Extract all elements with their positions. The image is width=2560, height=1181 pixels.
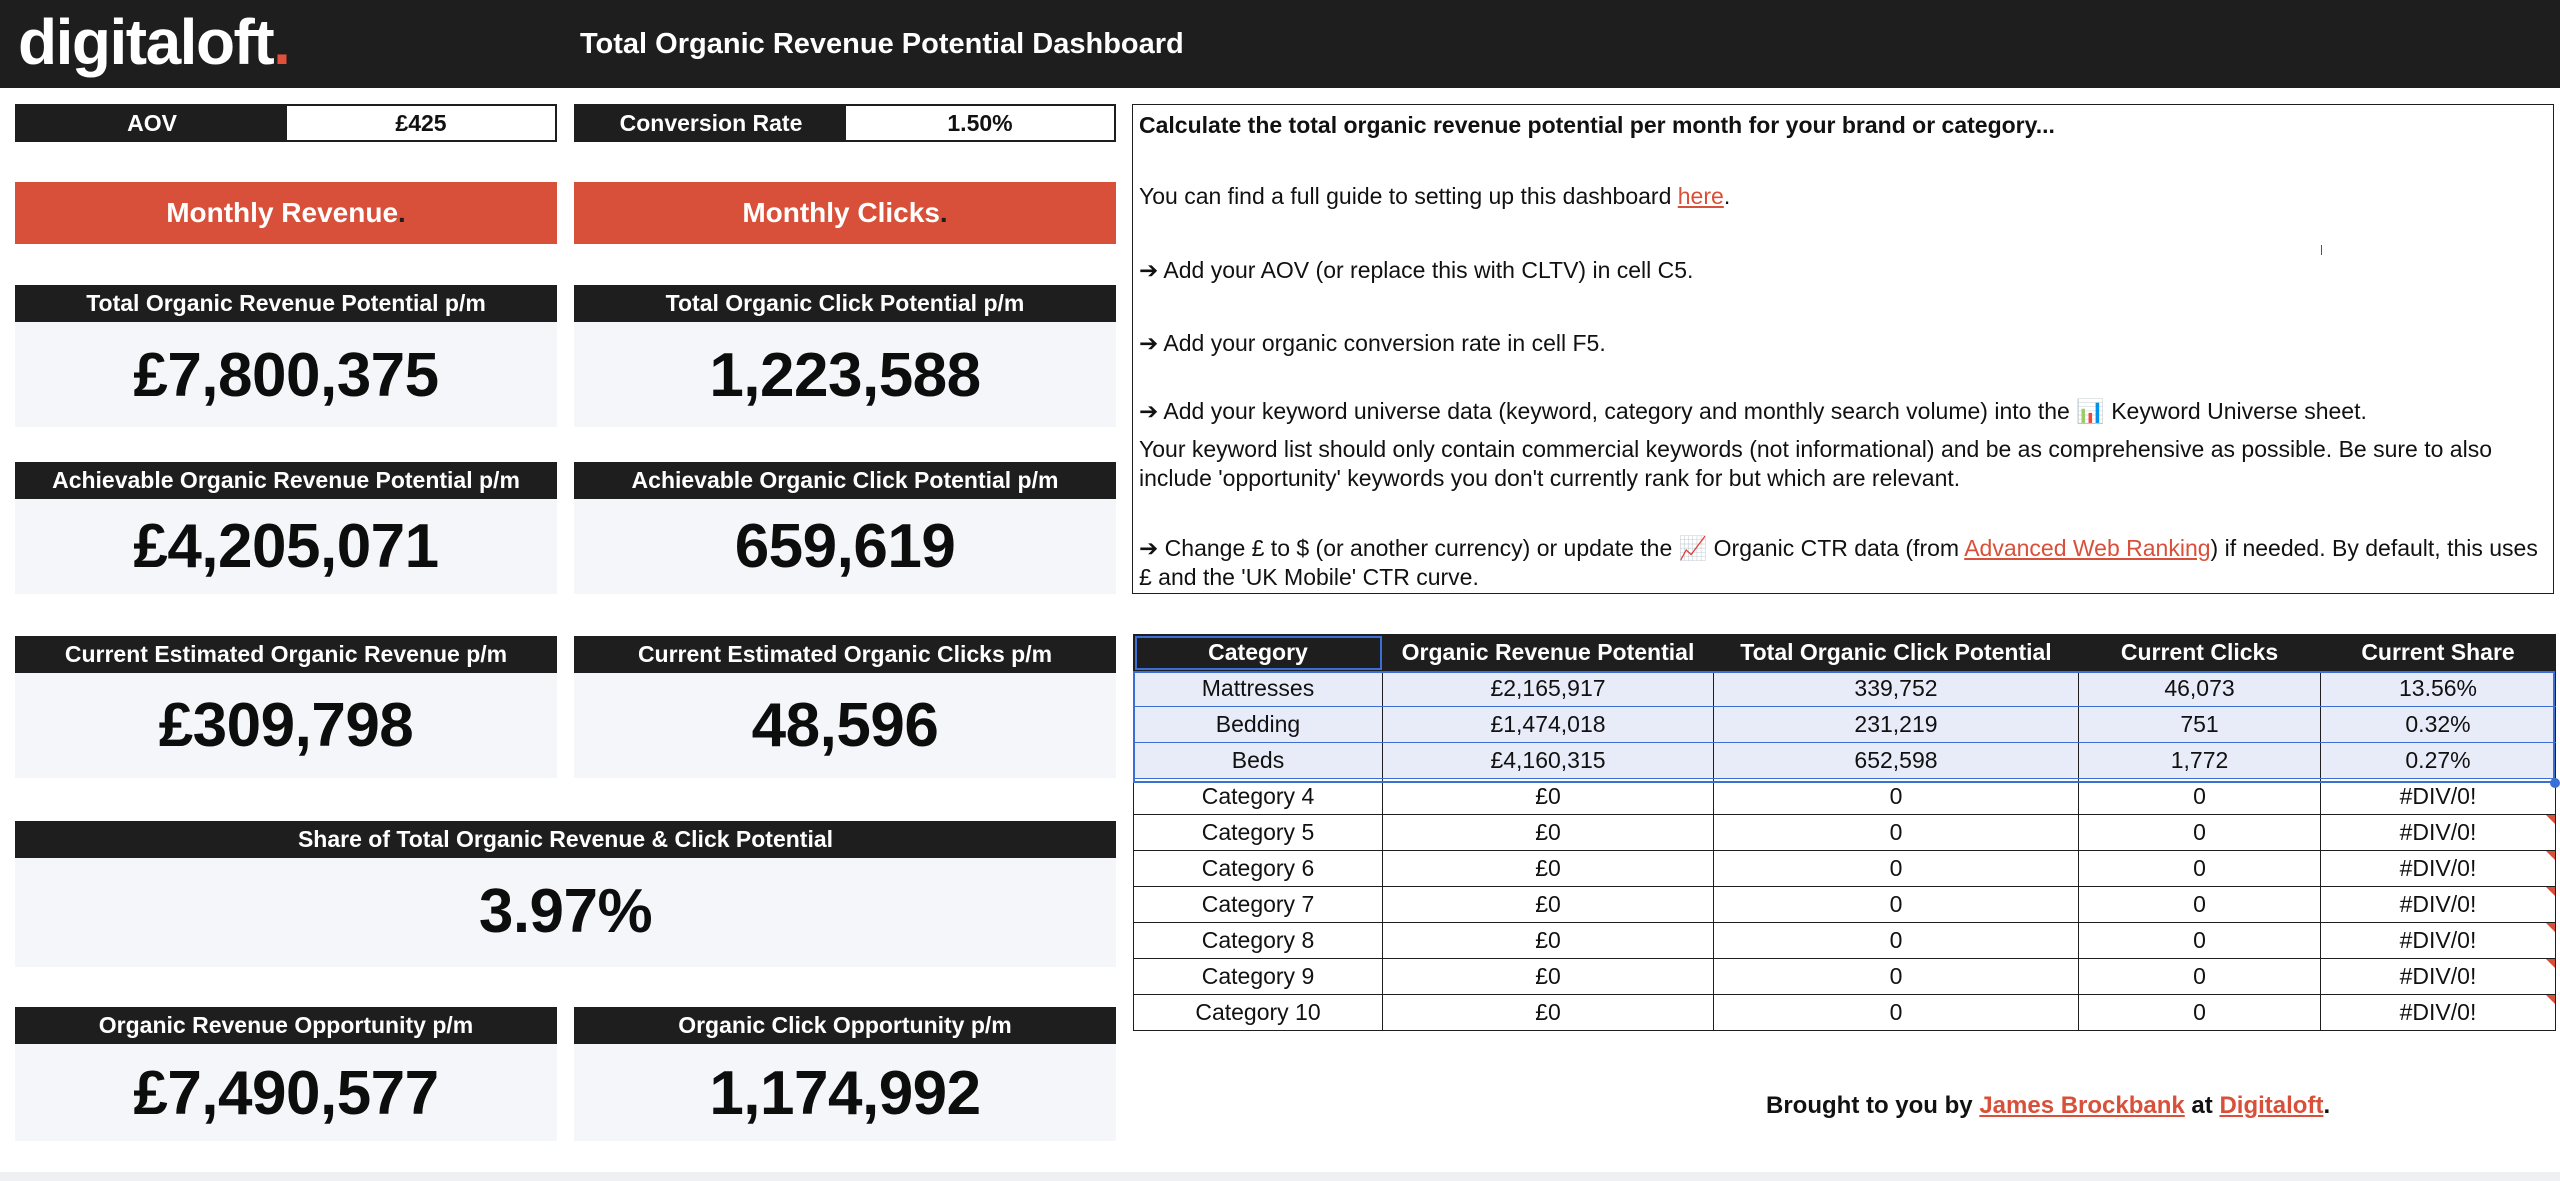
current-share-cell[interactable]: 0.32% (2321, 707, 2556, 743)
column-header-current-share[interactable]: Current Share (2321, 635, 2556, 671)
credit-prefix: Brought to you by (1766, 1092, 1980, 1119)
monthly-revenue-dot: . (398, 197, 406, 228)
table-row (1134, 779, 2556, 815)
category-cell[interactable]: Category 8 (1134, 923, 1383, 959)
guide-line (1139, 182, 2539, 211)
metric-label: Total Organic Click Potential p/m (574, 285, 1116, 322)
current-clicks-cell[interactable]: 46,073 (2079, 671, 2321, 707)
sheet-footer (0, 1172, 2560, 1181)
revenue-potential-cell[interactable]: £0 (1383, 995, 1714, 1031)
monthly-revenue-button[interactable] (15, 182, 557, 244)
text-cursor (2321, 245, 2322, 255)
current-clicks-cell[interactable]: 0 (2079, 995, 2321, 1031)
column-header-revenue-potential[interactable]: Organic Revenue Potential (1383, 635, 1714, 671)
credit-suffix: . (2323, 1092, 2331, 1119)
table-row (1134, 959, 2556, 995)
category-cell[interactable]: Category 4 (1134, 779, 1383, 815)
current-revenue-card (15, 636, 557, 778)
metric-value: 659,619 (734, 512, 956, 581)
click-potential-cell[interactable]: 0 (1714, 995, 2079, 1031)
instructions-panel (1132, 104, 2554, 594)
monthly-clicks-label: Monthly Clicks (742, 197, 940, 228)
column-header-click-potential[interactable]: Total Organic Click Potential (1714, 635, 2079, 671)
total-revenue-card (15, 285, 557, 427)
current-clicks-cell[interactable]: 0 (2079, 887, 2321, 923)
metric-label: Organic Click Opportunity p/m (574, 1007, 1116, 1044)
current-clicks-cell[interactable]: 0 (2079, 779, 2321, 815)
click-potential-cell[interactable]: 0 (1714, 815, 2079, 851)
digitaloft-logo[interactable] (18, 6, 289, 78)
click-potential-cell[interactable]: 0 (1714, 779, 2079, 815)
table-row (1134, 707, 2556, 743)
credit-middle: at (2184, 1092, 2220, 1119)
current-share-cell[interactable]: #DIV/0! (2321, 851, 2556, 887)
category-cell[interactable]: Category 10 (1134, 995, 1383, 1031)
step-currency (1139, 534, 2539, 592)
table-row (1134, 887, 2556, 923)
metric-value: 1,223,588 (709, 341, 981, 410)
selection-fill-handle[interactable] (2550, 778, 2560, 788)
total-clicks-card (574, 285, 1116, 427)
revenue-opportunity-card (15, 1007, 557, 1141)
instructions-heading: Calculate the total organic revenue potential per month for your brand or category... (1139, 112, 2055, 138)
conversion-rate-value-cell[interactable]: 1.50% (947, 109, 1013, 136)
metric-value: £309,798 (158, 691, 414, 760)
current-clicks-cell[interactable]: 0 (2079, 959, 2321, 995)
monthly-clicks-dot: . (939, 197, 948, 228)
click-potential-cell[interactable]: 0 (1714, 851, 2079, 887)
current-share-cell[interactable]: #DIV/0! (2321, 995, 2556, 1031)
metric-label: Achievable Organic Revenue Potential p/m (15, 462, 557, 499)
step-conversion: ➔ Add your organic conversion rate in cell F5. (1139, 330, 1606, 356)
table-row (1134, 671, 2556, 707)
metric-value: 48,596 (751, 691, 939, 760)
credit-line (1766, 1092, 2330, 1120)
table-row (1134, 995, 2556, 1031)
category-cell[interactable]: Beds (1134, 743, 1383, 779)
revenue-potential-cell[interactable]: £0 (1383, 887, 1714, 923)
conversion-rate-input-group (574, 104, 1116, 142)
revenue-potential-cell[interactable]: £0 (1383, 851, 1714, 887)
category-cell[interactable]: Category 9 (1134, 959, 1383, 995)
click-potential-cell[interactable]: 652,598 (1714, 743, 2079, 779)
click-potential-cell[interactable]: 231,219 (1714, 707, 2079, 743)
current-clicks-cell[interactable]: 0 (2079, 923, 2321, 959)
current-clicks-cell[interactable]: 0 (2079, 851, 2321, 887)
company-link[interactable]: Digitaloft (2219, 1092, 2324, 1119)
category-table (1133, 634, 2556, 1031)
revenue-potential-cell[interactable]: £0 (1383, 923, 1714, 959)
click-potential-cell[interactable]: 0 (1714, 959, 2079, 995)
share-card (15, 821, 1116, 967)
category-cell[interactable]: Category 5 (1134, 815, 1383, 851)
current-share-cell[interactable]: #DIV/0! (2321, 923, 2556, 959)
author-link[interactable]: James Brockbank (1979, 1092, 2185, 1119)
metric-label: Share of Total Organic Revenue & Click Potential (15, 821, 1116, 858)
metric-value: 1,174,992 (709, 1059, 981, 1128)
category-cell[interactable]: Mattresses (1134, 671, 1383, 707)
category-cell[interactable]: Category 7 (1134, 887, 1383, 923)
revenue-potential-cell[interactable]: £0 (1383, 779, 1714, 815)
revenue-potential-cell[interactable]: £4,160,315 (1383, 743, 1714, 779)
metric-label: Current Estimated Organic Clicks p/m (574, 636, 1116, 673)
click-potential-cell[interactable]: 0 (1714, 923, 2079, 959)
category-cell[interactable]: Category 6 (1134, 851, 1383, 887)
step-keyword-universe: ➔ Add your keyword universe data (keyword, category and monthly search volume) into the 📊 Keyword Universe sheet. (1139, 398, 2367, 424)
metric-label: Total Organic Revenue Potential p/m (15, 285, 557, 322)
achievable-revenue-card (15, 462, 557, 594)
guide-suffix: . (1723, 183, 1731, 209)
metric-value: £4,205,071 (133, 512, 439, 581)
current-clicks-cell[interactable]: 0 (2079, 815, 2321, 851)
achievable-clicks-card (574, 462, 1116, 594)
metric-value: £7,800,375 (133, 341, 439, 410)
click-potential-cell[interactable]: 339,752 (1714, 671, 2079, 707)
current-share-cell[interactable]: 0.27% (2321, 743, 2556, 779)
click-opportunity-card (574, 1007, 1116, 1141)
table-row (1134, 923, 2556, 959)
current-share-cell[interactable]: #DIV/0! (2321, 959, 2556, 995)
category-cell[interactable]: Bedding (1134, 707, 1383, 743)
metric-label: Achievable Organic Click Potential p/m (574, 462, 1116, 499)
logo-dot: . (273, 6, 290, 78)
header-bar (0, 0, 2560, 88)
aov-input-group (15, 104, 557, 142)
current-share-cell[interactable]: #DIV/0! (2321, 815, 2556, 851)
monthly-revenue-label: Monthly Revenue (166, 197, 399, 228)
revenue-potential-cell[interactable]: £1,474,018 (1383, 707, 1714, 743)
table-header-row (1134, 635, 2556, 671)
page-title: Total Organic Revenue Potential Dashboard (580, 28, 1184, 60)
aov-label: AOV (17, 106, 287, 140)
guide-prefix: You can find a full guide to setting up this dashboard (1139, 183, 1678, 209)
advanced-web-ranking-link[interactable]: Advanced Web Ranking (1964, 535, 2211, 561)
current-share-cell[interactable]: #DIV/0! (2321, 887, 2556, 923)
metric-label: Current Estimated Organic Revenue p/m (15, 636, 557, 673)
current-share-cell[interactable]: #DIV/0! (2321, 779, 2556, 815)
metric-value: £7,490,577 (133, 1059, 439, 1128)
guide-here-link[interactable]: here (1677, 183, 1724, 209)
revenue-potential-cell[interactable]: £2,165,917 (1383, 671, 1714, 707)
metric-label: Organic Revenue Opportunity p/m (15, 1007, 557, 1044)
step-keyword-detail: Your keyword list should only contain commercial keywords (not informational) and be as comprehensive as possible. Be sure to also include 'opportunity' keywords you don't currently rank for but which are relevant. (1139, 436, 2492, 491)
table-row (1134, 851, 2556, 887)
revenue-potential-cell[interactable]: £0 (1383, 815, 1714, 851)
column-header-category[interactable]: Category (1134, 635, 1383, 671)
current-clicks-card (574, 636, 1116, 778)
current-share-cell[interactable]: 13.56% (2321, 671, 2556, 707)
table-row (1134, 815, 2556, 851)
aov-value-cell[interactable]: £425 (395, 109, 447, 136)
current-clicks-cell[interactable]: 751 (2079, 707, 2321, 743)
conversion-rate-label: Conversion Rate (576, 106, 846, 140)
revenue-potential-cell[interactable]: £0 (1383, 959, 1714, 995)
currency-suffix: ) if needed. By default, this uses £ and the 'UK Mobile' CTR curve. (1139, 535, 2538, 590)
currency-prefix: ➔ Change £ to $ (or another currency) or update the 📈 Organic CTR data (from (1139, 535, 1965, 561)
column-header-current-clicks[interactable]: Current Clicks (2079, 635, 2321, 671)
logo-text: digitaloft (18, 6, 274, 78)
step-aov: ➔ Add your AOV (or replace this with CLTV) in cell C5. (1139, 257, 1694, 283)
monthly-clicks-button[interactable] (574, 182, 1116, 244)
metric-value: 3.97% (478, 877, 653, 946)
current-clicks-cell[interactable]: 1,772 (2079, 743, 2321, 779)
click-potential-cell[interactable]: 0 (1714, 887, 2079, 923)
table-row (1134, 743, 2556, 779)
